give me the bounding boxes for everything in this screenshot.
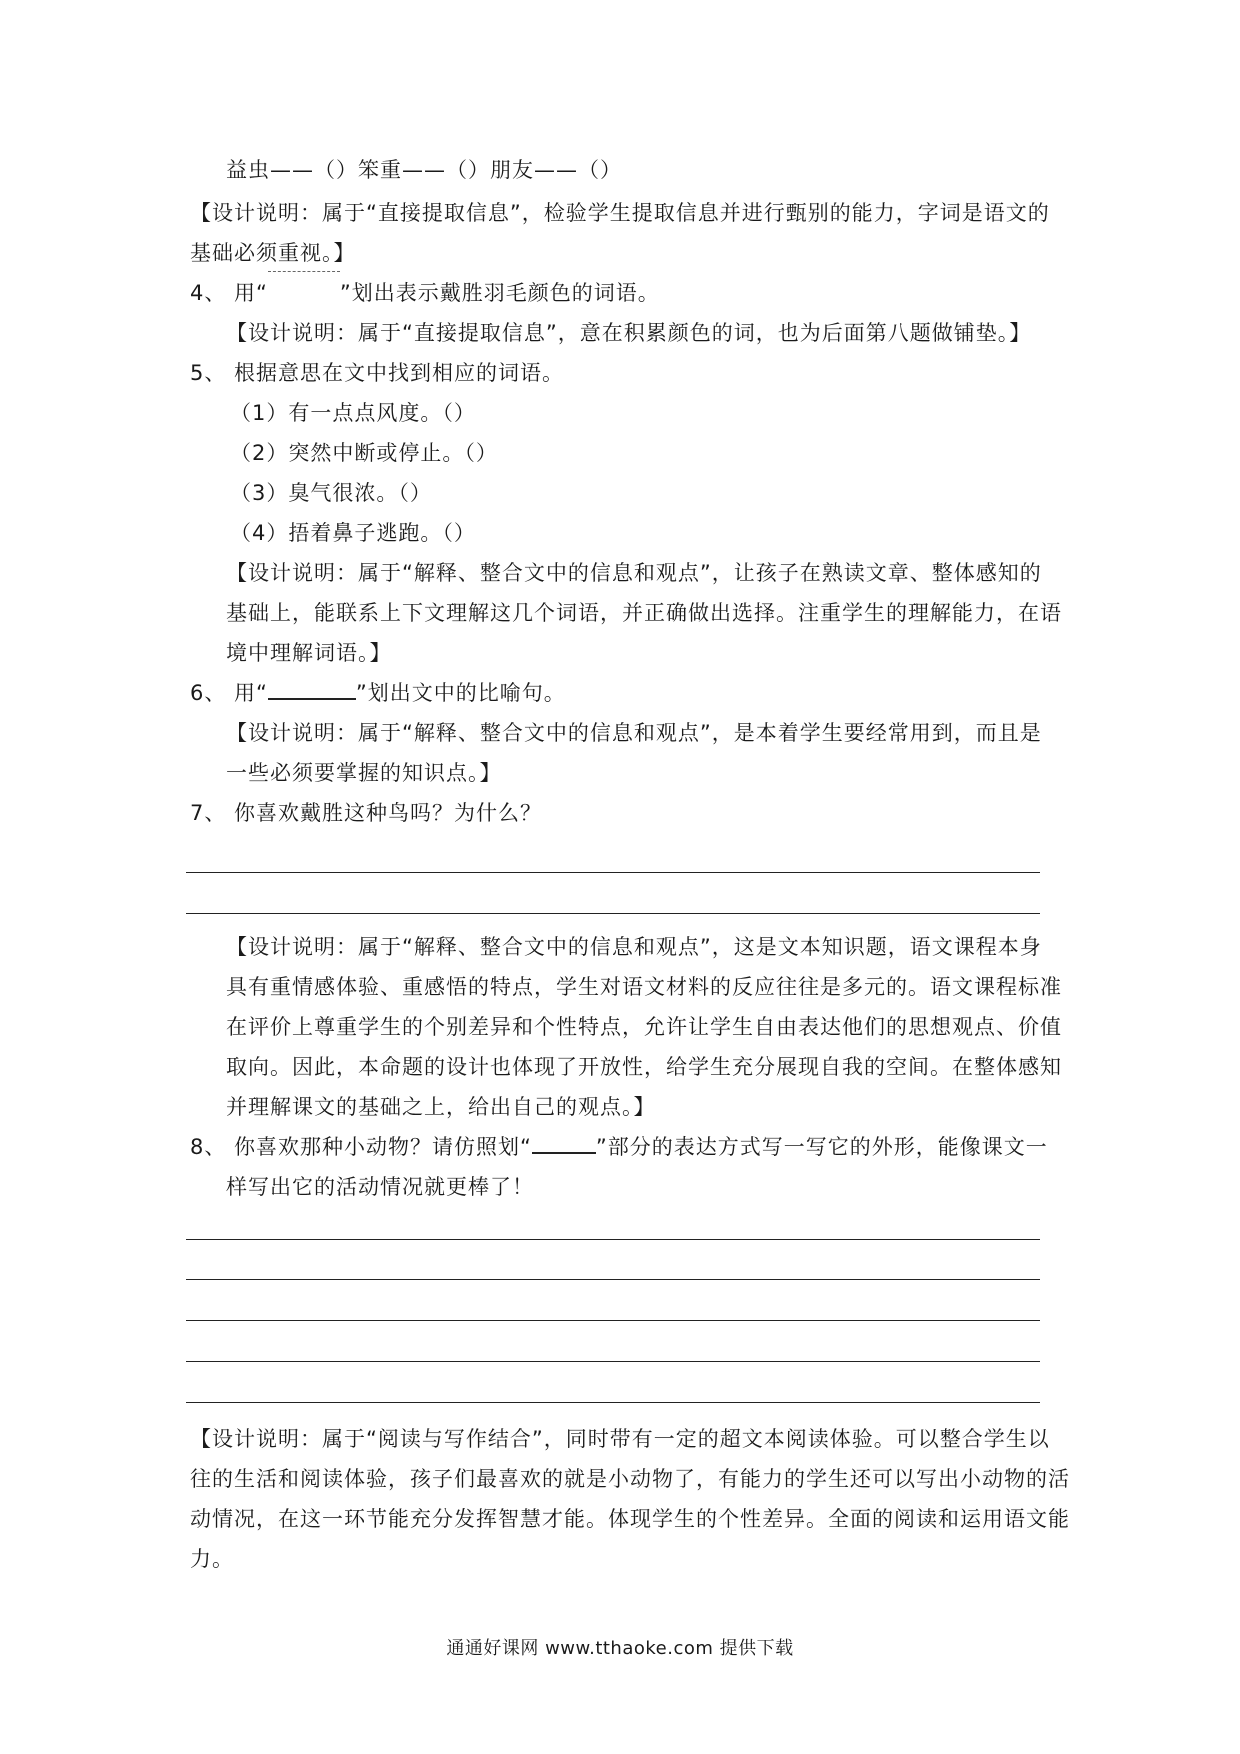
sub-question: （4）捂着鼻子逃跑。（） [230, 521, 476, 545]
design-note: 【设计说明：属于“直接提取信息”，检验学生提取信息并进行甄别的能力，字词是语文的 [190, 201, 1050, 225]
design-note: 动情况，在这一环节能充分发挥智慧才能。体现学生的个性差异。全面的阅读和运用语文能 [190, 1507, 1070, 1531]
design-note: 基础必须重视。】 [190, 241, 356, 265]
design-note: 境中理解词语。】 [226, 641, 392, 665]
question-text: ”划出表示戴胜羽毛颜色的词语。 [339, 281, 660, 305]
design-note: 【设计说明：属于“直接提取信息”，意在积累颜色的词，也为后面第八题做铺垫。】 [226, 321, 1032, 345]
design-note: 具有重情感体验、重感悟的特点，学生对语文材料的反应往往是多元的。语文课程标准 [226, 975, 1062, 999]
design-note: 【设计说明：属于“解释、整合文中的信息和观点”，是本着学生要经常用到，而且是 [226, 721, 1042, 745]
question-text: ”部分的表达方式写一写它的外形，能像课文一 [595, 1135, 1048, 1159]
page-footer: 通通好课网 www.tthaoke.com 提供下载 [446, 1638, 794, 1659]
answer-line[interactable] [186, 872, 1040, 873]
question-text: 4、 用“ [190, 281, 268, 305]
sub-question: （3）臭气很浓。（） [230, 481, 432, 505]
question-8 [190, 1132, 1048, 1162]
question-5: 5、 根据意思在文中找到相应的词语。 [190, 361, 565, 385]
wavy-underline-sample [268, 271, 340, 290]
synonym-item: 益虫——（）笨重——（）朋友——（） [226, 158, 622, 182]
answer-line[interactable] [186, 913, 1040, 914]
straight-underline-sample [268, 678, 356, 700]
sub-question: （2）突然中断或停止。（） [230, 441, 498, 465]
answer-line[interactable] [186, 1279, 1040, 1280]
question-4 [190, 278, 660, 308]
straight-underline-sample [532, 1132, 596, 1154]
sub-question: （1）有一点点风度。（） [230, 401, 476, 425]
design-note: 一些必须要掌握的知识点。】 [226, 761, 502, 785]
design-note: 【设计说明：属于“解释、整合文中的信息和观点”，这是文本知识题，语文课程本身 [226, 935, 1042, 959]
question-text: ”划出文中的比喻句。 [355, 681, 566, 705]
answer-line[interactable] [186, 1402, 1040, 1403]
design-note: 力。 [190, 1547, 234, 1571]
question-text: 6、 用“ [190, 681, 268, 705]
question-8-continued: 样写出它的活动情况就更棒了！ [226, 1175, 534, 1199]
design-note: 并理解课文的基础之上，给出自己的观点。】 [226, 1095, 656, 1119]
design-note: 【设计说明：属于“阅读与写作结合”，同时带有一定的超文本阅读体验。可以整合学生以 [190, 1427, 1050, 1451]
design-note: 【设计说明：属于“解释、整合文中的信息和观点”，让孩子在熟读文章、整体感知的 [226, 561, 1042, 585]
question-text: 8、 你喜欢那种小动物？请仿照划“ [190, 1135, 532, 1159]
design-note: 在评价上尊重学生的个别差异和个性特点，允许让学生自由表达他们的思想观点、价值 [226, 1015, 1062, 1039]
answer-line[interactable] [186, 1361, 1040, 1362]
answer-line[interactable] [186, 1320, 1040, 1321]
question-7: 7、 你喜欢戴胜这种鸟吗？为什么？ [190, 801, 543, 825]
question-6 [190, 678, 566, 708]
design-note: 取向。因此，本命题的设计也体现了开放性，给学生充分展现自我的空间。在整体感知 [226, 1055, 1062, 1079]
design-note: 基础上，能联系上下文理解这几个词语，并正确做出选择。注重学生的理解能力，在语 [226, 601, 1062, 625]
design-note: 往的生活和阅读体验，孩子们最喜欢的就是小动物了，有能力的学生还可以写出小动物的活 [190, 1467, 1070, 1491]
answer-line[interactable] [186, 1239, 1040, 1240]
